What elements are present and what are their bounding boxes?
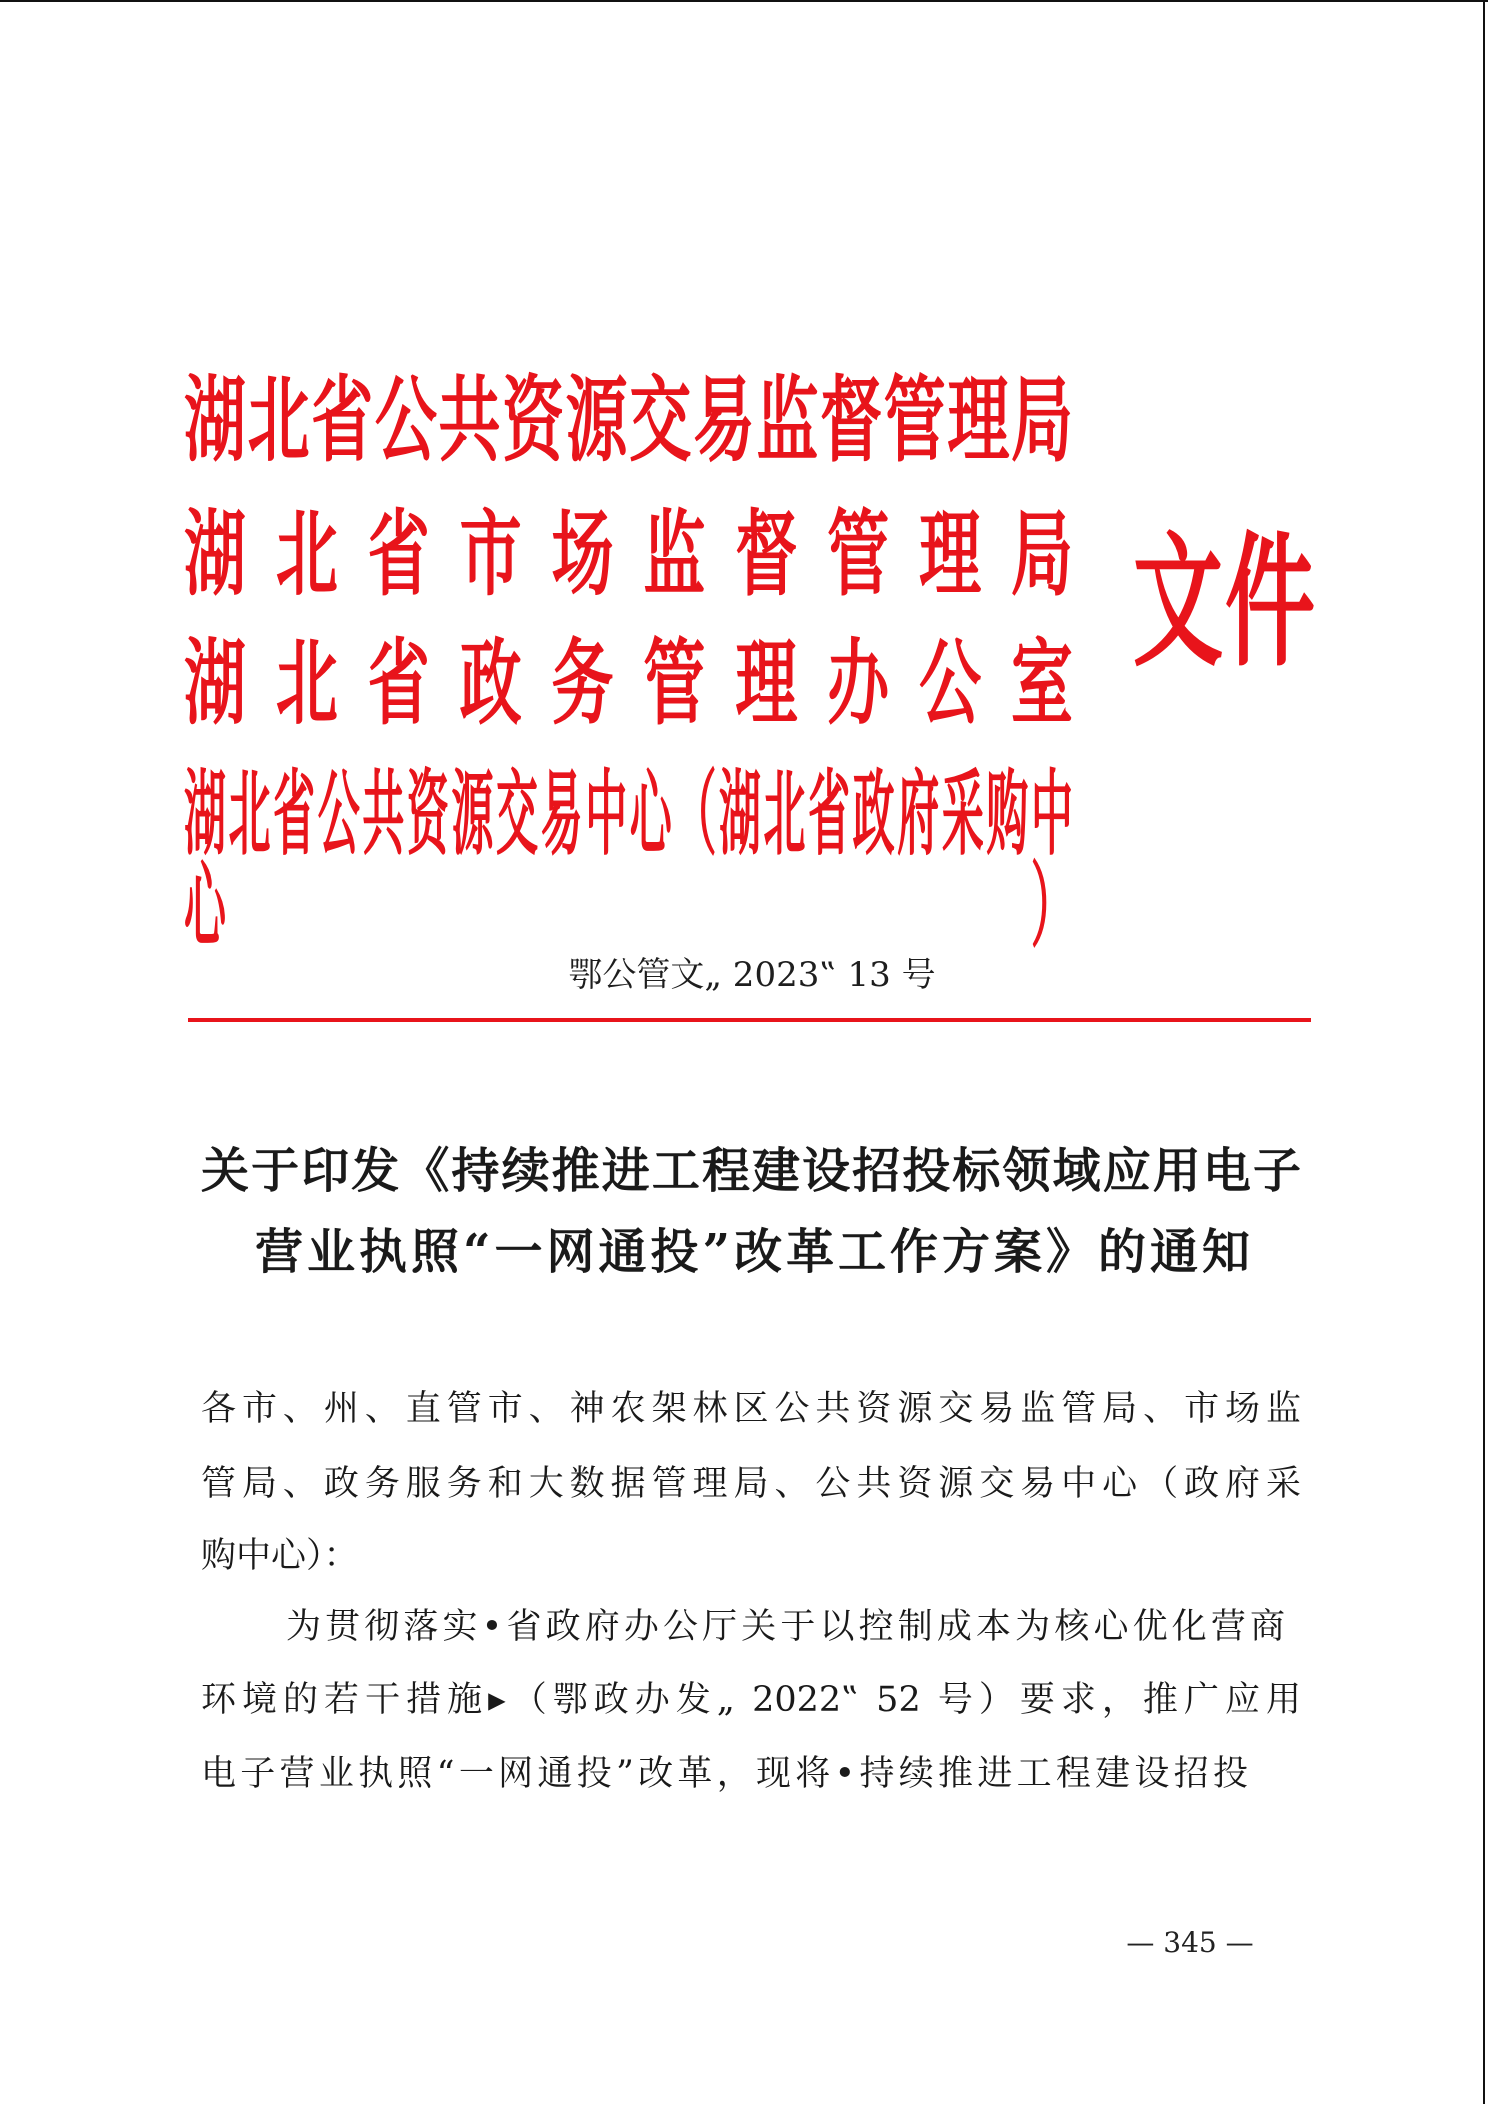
page-right-border (1483, 0, 1485, 2104)
document-number: 鄂公管文„ 2023‟ 13 号 (568, 955, 936, 995)
issuer-line-1: 湖北省公共资源交易监督管理局 (184, 365, 1073, 475)
red-separator-rule (188, 1018, 1311, 1022)
issuer-line-2: 湖北省市场监督管理局 (184, 499, 1073, 609)
body-line-6: 电子营业执照“一网通投”改革，现将•持续推进工程建设招投 (201, 1754, 1248, 1794)
body-line-5: 环境的若干措施▸（鄂政办发„ 2022‟ 52 号）要求，推广应用 (201, 1680, 1301, 1720)
document-type-label: 文件 (1133, 519, 1315, 688)
body-line-3: 购中心）： (201, 1536, 359, 1576)
page-number: — 345 — (1126, 1926, 1254, 1959)
title-line-1: 关于印发《持续推进工程建设招投标领域应用电子 (201, 1143, 1301, 1199)
title-line-2: 营业执照“一网通投”改革工作方案》的通知 (255, 1224, 1250, 1280)
page-top-border (0, 0, 1488, 2)
issuer-line-4: 湖北省公共资源交易中心（湖北省政府采购中心） (184, 760, 1073, 961)
issuer-line-3: 湖北省政务管理办公室 (184, 628, 1073, 738)
body-line-4: 为贯彻落实•省政府办公厅关于以控制成本为核心优化营商 (286, 1607, 1285, 1647)
body-line-1: 各市、州、直管市、神农架林区公共资源交易监管局、市场监 (201, 1389, 1301, 1429)
body-line-2: 管局、政务服务和大数据管理局、公共资源交易中心（政府采 (201, 1464, 1301, 1504)
